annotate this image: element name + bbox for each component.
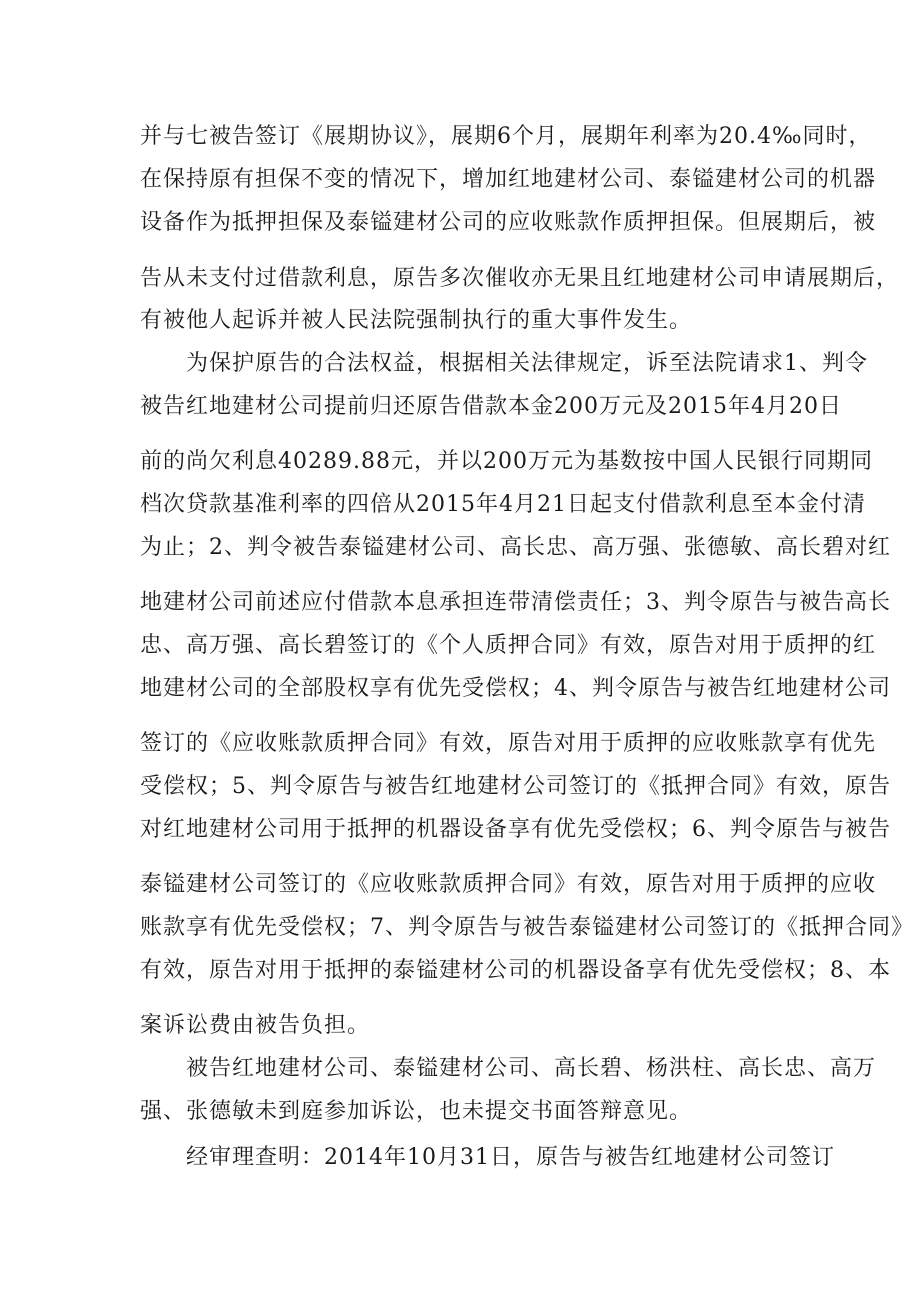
paragraph-2-line-1: 为保护原告的合法权益，根据相关法律规定，诉至法院请求1、判令 (186, 351, 868, 376)
paragraph-2-line-11: 对红地建材公司用于抵押的机器设备享有优先受偿权；6、判令原告与被告 (140, 817, 891, 842)
paragraph-2-line-13: 账款享有优先受偿权；7、判令原告与被告泰镒建材公司签订的《抵押合同》 (140, 915, 914, 940)
paragraph-2-line-3: 前的尚欠利息40289.88元，并以200万元为基数按中国人民银行同期同 (140, 449, 873, 474)
paragraph-1-line-5: 有被他人起诉并被人民法院强制执行的重大事件发生。 (140, 308, 693, 333)
paragraph-2-line-7: 忠、高万强、高长碧签订的《个人质押合同》有效，原告对用于质押的红 (140, 633, 877, 658)
paragraph-2-line-8: 地建材公司的全部股权享有优先受偿权；4、判令原告与被告红地建材公司 (140, 676, 891, 701)
paragraph-1-line-1: 并与七被告签订《展期协议》，展期6个月，展期年利率为20.4‰同时， (140, 124, 872, 149)
paragraph-2-line-14: 有效，原告对用于抵押的泰镒建材公司的机器设备享有优先受偿权；8、本 (140, 958, 891, 983)
paragraph-4-line-1: 经审理查明：2014年10月31日，原告与被告红地建材公司签订 (186, 1145, 835, 1170)
paragraph-1-line-2: 在保持原有担保不变的情况下，增加红地建材公司、泰镒建材公司的机器 (140, 167, 877, 192)
paragraph-2-line-5: 为止；2、判令被告泰镒建材公司、高长忠、高万强、张德敏、高长碧对红 (140, 535, 891, 560)
paragraph-2-line-12: 泰镒建材公司签订的《应收账款质押合同》有效，原告对用于质押的应收 (140, 872, 877, 897)
paragraph-2-line-10: 受偿权；5、判令原告与被告红地建材公司签订的《抵押合同》有效，原告 (140, 774, 891, 799)
paragraph-1-line-4: 告从未支付过借款利息，原告多次催收亦无果且红地建材公司申请展期后， (140, 266, 900, 291)
paragraph-2-line-2: 被告红地建材公司提前归还原告借款本金200万元及2015年4月20日 (140, 394, 842, 419)
paragraph-2-line-9: 签订的《应收账款质押合同》有效，原告对用于质押的应收账款享有优先 (140, 731, 877, 756)
paragraph-2-line-15: 案诉讼费由被告负担。 (140, 1013, 371, 1038)
paragraph-3-line-2: 强、张德敏未到庭参加诉讼，也未提交书面答辩意见。 (140, 1099, 693, 1124)
paragraph-3-line-1: 被告红地建材公司、泰镒建材公司、高长碧、杨洪柱、高长忠、高万 (186, 1056, 877, 1081)
paragraph-1-line-3: 设备作为抵押担保及泰镒建材公司的应收账款作质押担保。但展期后，被 (140, 210, 877, 235)
paragraph-2-line-4: 档次贷款基准利率的四倍从2015年4月21日起支付借款利息至本金付清 (140, 492, 866, 517)
paragraph-2-line-6: 地建材公司前述应付借款本息承担连带清偿责任；3、判令原告与被告高长 (140, 590, 891, 615)
